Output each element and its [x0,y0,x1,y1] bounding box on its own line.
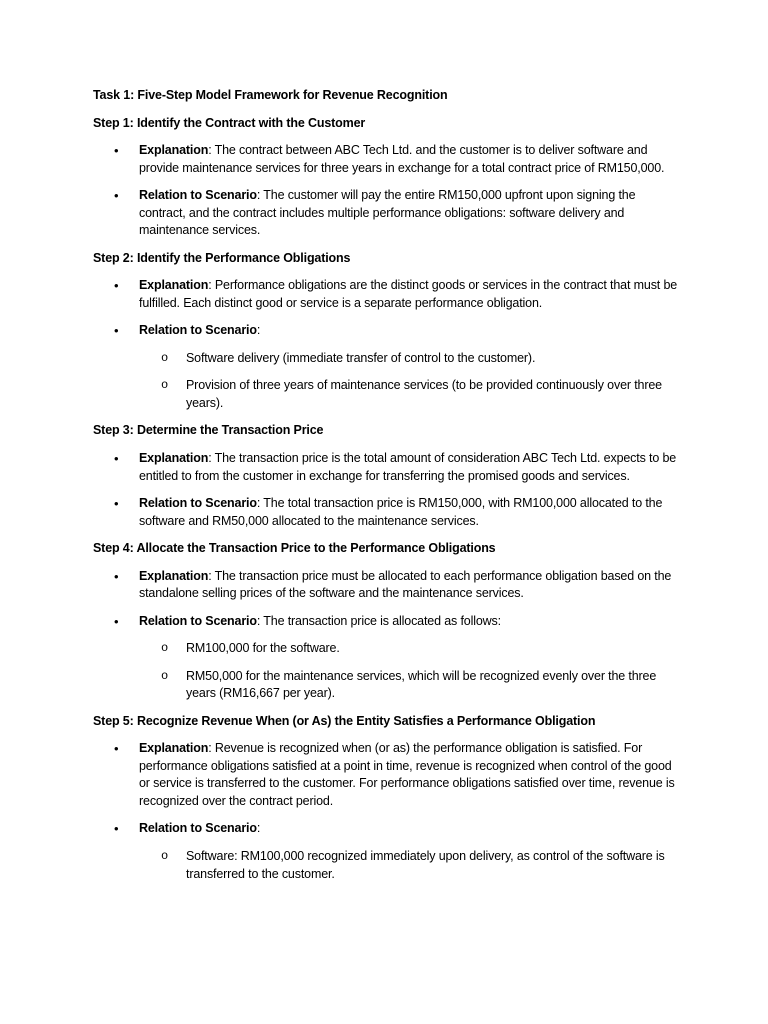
step-5-explanation-item [93,740,683,810]
relation-text: : The customer will pay the entire RM150,000 upfront upon signing the contract, and the contract includes multiple performance obligations: software delivery and maintenance services. [139,188,636,238]
document-page [93,87,683,893]
step-5-sub-list [139,848,683,883]
list-item: o Software delivery (immediate transfer of control to the customer). [139,350,683,368]
step-5-bullet-list [93,740,683,883]
step-1-heading: Step 1: Identify the Contract with the Customer [93,115,366,130]
explanation-label: Explanation [139,143,209,158]
list-item: o RM100,000 for the software. [139,640,683,658]
step-2-explanation-item [93,277,683,312]
step-1-explanation-item [93,142,683,177]
step-4-heading: Step 4: Allocate the Transaction Price to the Performance Obligations [93,541,496,556]
list-item: o RM50,000 for the maintenance services, which will be recognized evenly over the three years (RM16,667 per year). [139,668,683,703]
relation-text: : [256,821,261,836]
relation-label: Relation to Scenario [139,613,257,628]
step-1-bullet-list [93,142,683,240]
relation-text: : The total transaction price is RM150,000, with RM100,000 allocated to the software and RM50,000 allocated to the maintenance services. [139,496,663,528]
explanation-label: Explanation [139,568,209,583]
step-2-bullet-list [93,277,683,412]
explanation-label: Explanation [139,278,209,293]
relation-label: Relation to Scenario [139,188,257,203]
list-item: o Provision of three years of maintenance services (to be provided continuously over three years). [139,377,683,412]
relation-text: : [256,323,261,338]
explanation-text: : The transaction price must be allocated to each performance obligation based on the standalone selling prices of the software and the maintenance services. [139,568,672,601]
list-item: o Software: RM100,000 recognized immediately upon delivery, as control of the software is transferred to the customer. [139,848,683,883]
relation-text: : The transaction price is allocated as follows: [256,613,501,628]
step-4-explanation-item [93,568,683,603]
document-title: Task 1: Five-Step Model Framework for Revenue Recognition [93,88,448,102]
relation-label: Relation to Scenario [139,323,257,338]
step-3-bullet-list [93,450,683,530]
step-2-relation-item [93,322,683,412]
step-4-bullet-list [93,568,683,703]
step-3-heading: Step 3: Determine the Transaction Price [93,423,324,438]
explanation-text: : Performance obligations are the distinct goods or services in the contract that must be fulfilled. Each distinct good or service is a separate performance obligation. [139,278,678,310]
explanation-label: Explanation [139,741,209,756]
explanation-text: : The transaction price is the total amount of consideration ABC Tech Ltd. expects to be entitled to from the customer in exchange for transferring the promised goods and services. [139,450,677,483]
step-5-heading: Step 5: Recognize Revenue When (or As) the Entity Satisfies a Performance Obligation [93,713,596,728]
step-3-explanation-item [93,450,683,485]
step-5-relation-item [93,820,683,883]
relation-label: Relation to Scenario [139,821,257,836]
step-4-sub-list [139,640,683,703]
explanation-label: Explanation [139,450,209,465]
relation-label: Relation to Scenario [139,496,257,510]
explanation-text: : The contract between ABC Tech Ltd. and the customer is to deliver software and provide maintenance services for three years in exchange for a total contract price of RM150,000. [139,143,665,175]
step-4-relation-item [93,613,683,703]
explanation-text: : Revenue is recognized when (or as) the performance obligation is satisfied. For performance obligations satisfied at a point in time, revenue is recognized when control of the good or service is transferred to the customer. For performance obligations satisfied over time, revenue is recognized over the contract period. [139,741,675,808]
step-1-relation-item [93,187,683,240]
step-2-sub-list [139,350,683,413]
step-2-heading: Step 2: Identify the Performance Obligations [93,250,351,265]
step-3-relation-item [93,495,683,530]
